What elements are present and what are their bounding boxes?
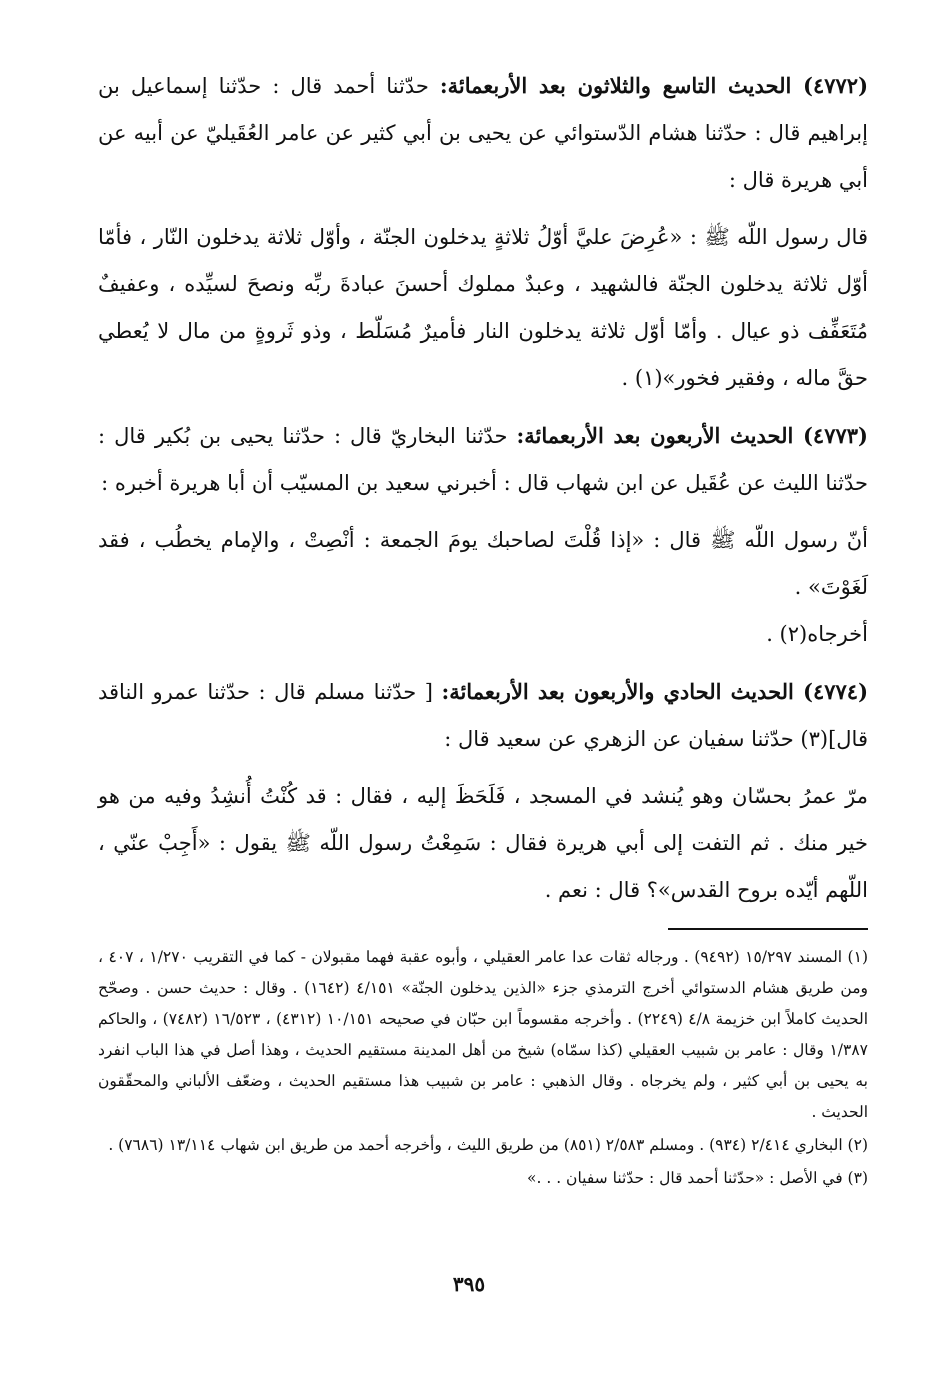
page-number: ٣٩٥ bbox=[452, 1272, 486, 1296]
hadith-4774-isnad bbox=[98, 668, 868, 763]
hadith-4772-isnad bbox=[98, 62, 868, 204]
hadith-matn: مرّ عمرُ بحسّان وهو يُنشد في المسجد ، فَلَحَظَ إليه ، فقال : قد كُنْتُ أُنشِدُ وفيه من هو خير منك . ثم التفت إلى أبي هريرة فقال : سَمِعْتُ رسول اللّه ﷺ يقول : «أَجِبْ عنّي ، اللّهم أيّده بروح القدس»؟ قال : نعم . bbox=[98, 784, 868, 902]
isnad-text: حدّثنا أحمد قال : حدّثنا إسماعيل بن إبراهيم قال : حدّثنا هشام الدّستوائي عن يحيى بن أبي كثير عن عامر العُقَيليّ عن أبيه عن أبي هريرة قال : bbox=[98, 74, 868, 192]
page-body bbox=[98, 62, 868, 914]
footnote-2: (٢) البخاري ٢/٤١٤ (٩٣٤) . ومسلم ٢/٥٨٣ (٨٥١) من طريق الليث ، وأخرجه أحمد من طريق ابن شهاب ١٣/١١٤ (٧٦٨٦) . bbox=[108, 1136, 868, 1154]
footnote-divider bbox=[668, 928, 868, 930]
isnad-text: [ حدّثنا مسلم قال : حدّثنا عمرو الناقد قال](٣) حدّثنا سفيان عن الزهري عن سعيد قال : bbox=[98, 680, 868, 751]
footnote-3: (٣) في الأصل : «حدّثنا أحمد قال : حدّثنا سفيان . . .» bbox=[527, 1169, 868, 1187]
hadith-heading: (٤٧٧٣) الحديث الأربعون بعد الأربعمائة: bbox=[516, 423, 868, 448]
footnotes bbox=[98, 942, 868, 1194]
hadith-matn: أنّ رسول اللّه ﷺ قال : «إذا قُلْتَ لصاحبك يومَ الجمعة : أنْصِتْ ، والإمام يخطُب ، فقد لَغَوْتَ» . bbox=[98, 528, 868, 599]
hadith-matn: قال رسول اللّه ﷺ : «عُرِضَ عليَّ أوّلُ ثلاثةٍ يدخلون الجنّة ، وأوّل ثلاثة يدخلون النّار ، فأمّا أوّل ثلاثة يدخلون الجنّة فالشهيد ، وعبدٌ مملوك أحسنَ عبادةَ ربِّه ونصحَ لسيِّده ، وعفيفٌ مُتَعَفِّف ذو عيال . وأمّا أوّل ثلاثة يدخلون النار فأميرٌ مُسَلّط ، وذو ثَروةٍ من مال لا يُعطي حقَّ ماله ، وفقير فخور»(١) . bbox=[98, 225, 868, 390]
hadith-heading: (٤٧٧٢) الحديث التاسع والثلاثون بعد الأربعمائة: bbox=[439, 73, 869, 98]
footnote-1: (١) المسند ١٥/٢٩٧ (٩٤٩٢) . ورجاله ثقات عدا عامر العقيلي ، وأبوه عقبة فهما مقبولان - كما في التقريب ١/٢٧٠ ، ٤٠٧ ، ومن طريق هشام الدستوائي أخرج الترمذي جزء «الذين يدخلون الجنّة» ٤/١٥١ (١٦٤٢) . وقال : حديث حسن . وصحّح الحديث كاملاً ابن خزيمة ٤/٨ (٢٢٤٩) . وأخرجه مقسوماً ابن حبّان في صحيحه ١٠/١٥١ (٤٣١٢) ، ١٦/٥٢٣ (٧٤٨٢) ، والحاكم ١/٣٨٧ وقال : عامر بن شبيب العقيلي (كذا سمّاه) شيخ من أهل المدينة مستقيم الحديث ، وهذا أصل في هذا الباب انفرد به يحيى بن أبي كثير ، ولم يخرجاه . وقال الذهبي : عامر بن شبيب هذا مستقيم الحديث ، وضعّف الألباني والمحقّقون الحديث . bbox=[98, 948, 869, 1121]
hadith-note: أخرجاه(٢) . bbox=[766, 622, 868, 646]
hadith-4773-isnad bbox=[98, 412, 868, 507]
isnad-text: حدّثنا البخاريّ قال : حدّثنا يحيى بن بُكير قال : حدّثنا الليث عن عُقَيل عن ابن شهاب قال : أخبرني سعيد بن المسيّب أن أبا هريرة أخبره : bbox=[98, 424, 868, 495]
hadith-heading: (٤٧٧٤) الحديث الحادي والأربعون بعد الأربعمائة: bbox=[441, 679, 869, 704]
